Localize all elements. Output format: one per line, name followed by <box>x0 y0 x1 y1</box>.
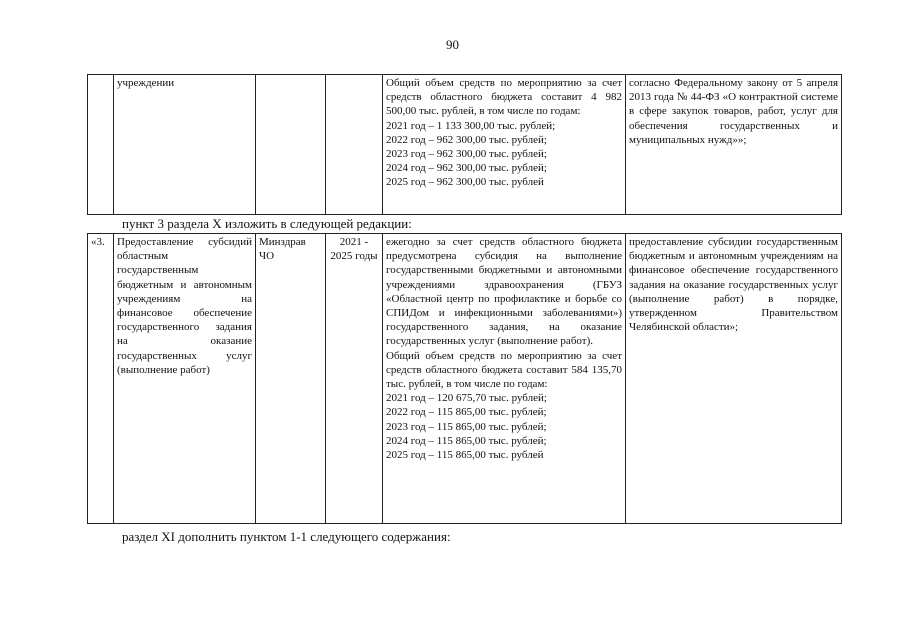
funding-year-line: 2025 год – 115 865,00 тыс. рублей <box>386 449 544 462</box>
cell-number <box>88 75 114 215</box>
funding-intro: Общий объем средств по мероприятию за счет средств областного бюджета составит 584 135,70 тыс. рублей, в том числе по годам: <box>386 349 622 391</box>
funding-year-line: 2024 год – 115 865,00 тыс. рублей; <box>386 434 547 447</box>
cell-measure-name: учреждении <box>114 75 256 215</box>
cell-funding <box>383 234 626 524</box>
cell-executor <box>256 75 326 215</box>
funding-year-line: 2022 год – 962 300,00 тыс. рублей; <box>386 133 547 146</box>
funding-paragraph: ежегодно за счет средств областного бюджета предусмотрена субсидия на выполнение государственными бюджетными и автономными учреждениями здравоохранения (ГБУЗ «Областной центр по профилактике и борьбе со СПИДом и инфекционными заболеваниями») государственного задания, на оказание государственных услуг (выполнение работ). <box>386 236 622 348</box>
funding-year-line: 2022 год – 115 865,00 тыс. рублей; <box>386 406 547 419</box>
funding-year-line: 2025 год – 962 300,00 тыс. рублей <box>386 176 544 189</box>
cell-measure-name: Предоставление субсидий областным государственным бюджетным и автономным учреждениям на финансовое обеспечение государственного задания на оказание государственных услуг (выполнение работ) <box>114 234 256 524</box>
funding-year-line: 2024 год – 962 300,00 тыс. рублей; <box>386 162 547 175</box>
funding-year-line: 2023 год – 115 865,00 тыс. рублей; <box>386 420 547 433</box>
cell-result: предоставление субсидии государственным бюджетным и автономным учреждениям на финансовое обеспечение государственного задания на оказание государственных услуг (выполнение работ) в порядке, утвержденном Правительством Челябинской области»; <box>626 234 842 524</box>
cell-result: согласно Федеральному закону от 5 апреля 2013 года № 44-ФЗ «О контрактной системе в сфере закупок товаров, работ, услуг для обеспечения государственных и муниципальных нужд»»; <box>626 75 842 215</box>
cell-executor: Минздрав ЧО <box>256 234 326 524</box>
cell-number: «3. <box>88 234 114 524</box>
cell-funding <box>383 75 626 215</box>
instruction-text: пункт 3 раздела X изложить в следующей редакции: <box>122 216 412 231</box>
measures-table-continued <box>87 74 842 215</box>
funding-year-line: 2023 год – 962 300,00 тыс. рублей; <box>386 148 547 161</box>
page-number: 90 <box>446 37 459 52</box>
instruction-text: раздел XI дополнить пунктом 1-1 следующего содержания: <box>122 529 451 544</box>
measures-table-new <box>87 233 842 524</box>
funding-year-line: 2021 год – 120 675,70 тыс. рублей; <box>386 392 547 405</box>
table-row <box>88 75 842 215</box>
cell-period <box>326 75 383 215</box>
funding-intro: Общий объем средств по мероприятию за счет средств областного бюджета составит 4 982 500,00 тыс. рублей, в том числе по годам: <box>386 77 622 118</box>
cell-period: 2021 - 2025 годы <box>326 234 383 524</box>
funding-year-line: 2021 год – 1 133 300,00 тыс. рублей; <box>386 119 556 132</box>
table-row <box>88 234 842 524</box>
